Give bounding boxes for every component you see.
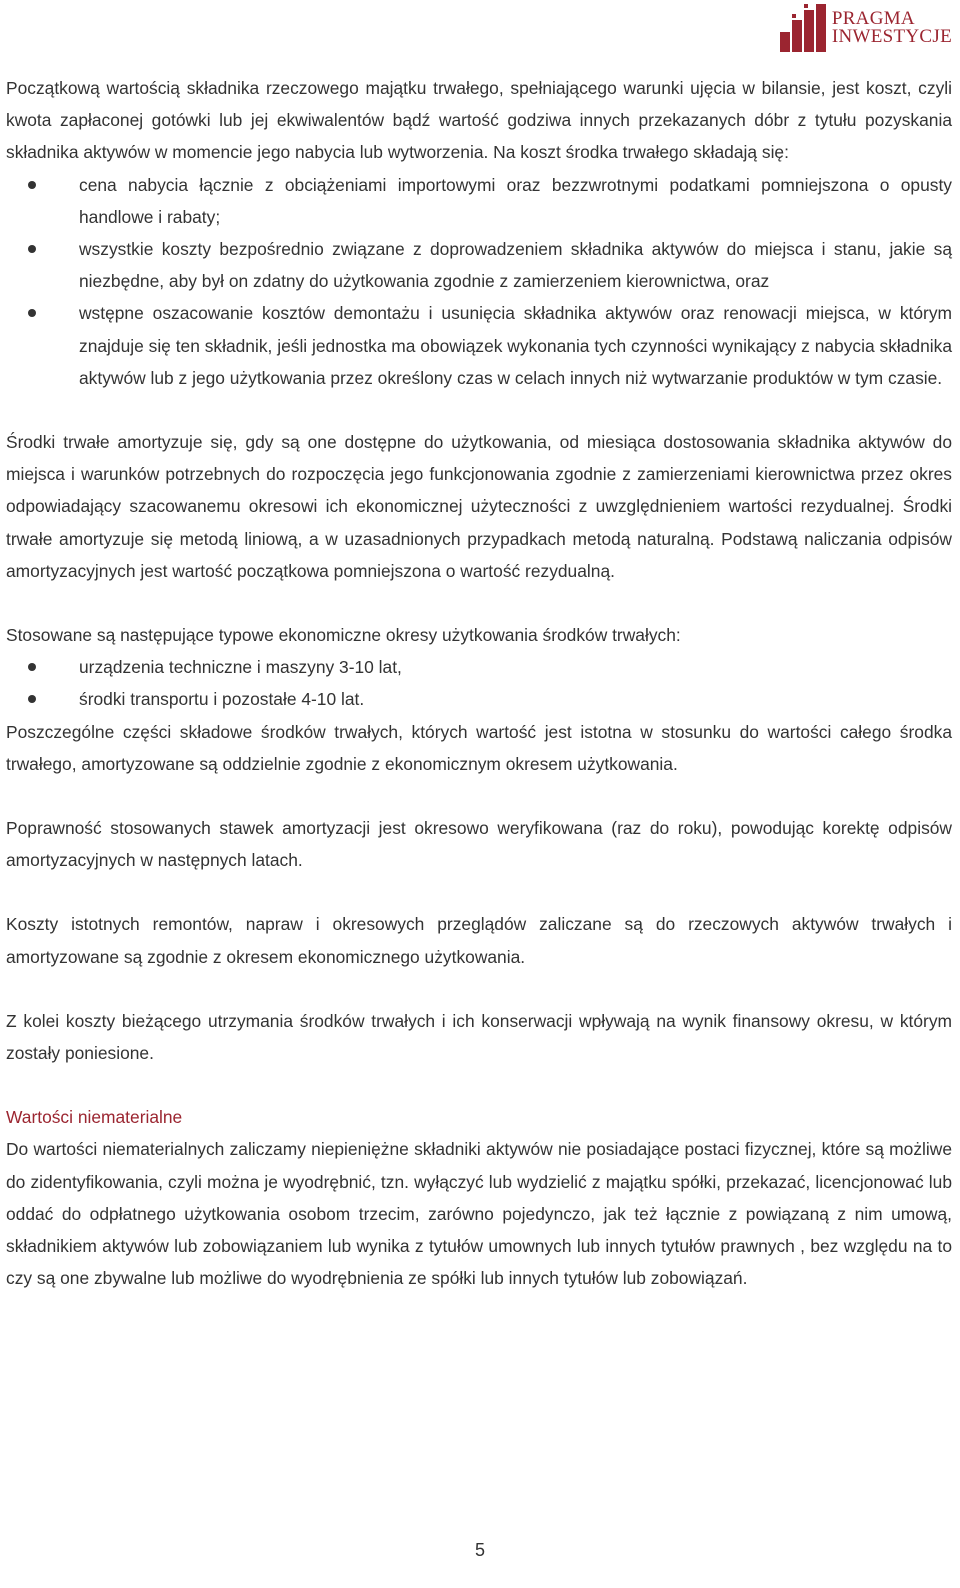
paragraph-intangibles: Do wartości niematerialnych zaliczamy niepieniężne składniki aktywów nie posiadające postaci fizycznej, które są możliwe do zidentyfikowania, czyli można je wyodrębnić, tzn. wyłączyć lub wydzielić z majątku spółki, przekazać, licencjonować lub oddać do odpłatnego użytkowania osobom trzecim, zarówno pojedynczo, jak też łącznie z powiązaną z nim umową, składnikiem aktywów lub zobowiązaniem lub wynika z tytułów umownych lub innych tytułów prawnych , bez względu na to czy są one zbywalne lub możliwe do wyodrębnienia ze spółki lub innych tytułów lub zobowiązań. [6, 1139, 952, 1289]
bullet-icon [28, 245, 36, 253]
document-body [6, 72, 952, 1295]
list-item: środki transportu i pozostałe 4-10 lat. [6, 683, 952, 715]
bullet-icon [28, 695, 36, 703]
company-logo [780, 4, 952, 52]
paragraph-depreciation: Środki trwałe amortyzuje się, gdy są one dostępne do użytkowania, od miesiąca dostosowania składnika aktywów do miejsca i warunków potrzebnych do rozpoczęcia jego funkcjonowania zgodnie z zamierzeniami kierownictwa przez okres odpowiadający szacowanemu okresowi ich ekonomicznej użyteczności z uwzględnieniem wartości rezydualnej. Środki trwałe amortyzuje się metodą liniową, a w uzasadnionych przypadkach metodą naturalną. Podstawą naliczania odpisów amortyzacyjnych jest wartość początkowa pomniejszona o wartość rezydualną. [6, 432, 952, 581]
bullet-icon [28, 663, 36, 671]
logo-line-2: INWESTYCJE [831, 26, 952, 47]
list-item: cena nabycia łącznie z obciążeniami importowymi oraz bezzwrotnymi podatkami pomniejszona o opusty handlowe i rabaty; [6, 169, 952, 233]
paragraph-rates-review: Poprawność stosowanych stawek amortyzacji jest okresowo weryfikowana (raz do roku), powodując korektę odpisów amortyzacyjnych w następnych latach. [6, 818, 952, 871]
section-heading: Wartości niematerialne [6, 1107, 183, 1128]
logo-line-1: PRAGMA [831, 8, 915, 29]
bullet-icon [28, 309, 36, 317]
paragraph-useful-life-intro: Stosowane są następujące typowe ekonomiczne okresy użytkowania środków trwałych: [6, 625, 681, 646]
list-item: wstępne oszacowanie kosztów demontażu i usunięcia składnika aktywów oraz renowacji miejsca, w którym znajduje się ten składnik, jeśli jednostka ma obowiązek wykonania tych czynności wynikający z nabycia składnika aktywów lub z jego użytkowania przez określony czas w celach innych niż wytwarzanie produktów w tym czasie. [6, 297, 952, 394]
logo-mark-icon [780, 4, 826, 52]
list-item: wszystkie koszty bezpośrednio związane z doprowadzeniem składnika aktywów do miejsca i stanu, jakie są niezbędne, aby był on zdatny do użytkowania zgodnie z zamierzeniem kierownictwa, oraz [6, 233, 952, 297]
paragraph-initial-value: Początkową wartością składnika rzeczowego majątku trwałego, spełniającego warunki ujęcia w bilansie, jest koszt, czyli kwota zapłaconej gotówki lub jej ekwiwalentów bądź wartość godziwa innych przekazanych dóbr z tytułu pozyskania składnika aktywów w momencie jego nabycia lub wytworzenia. Na koszt środka trwałego składają się: [6, 78, 952, 163]
page-number: 5 [474, 1540, 485, 1560]
bullet-icon [28, 181, 36, 189]
paragraph-repairs: Koszty istotnych remontów, napraw i okresowych przeglądów zaliczane są do rzeczowych aktywów trwałych i amortyzowane są zgodnie z okresem ekonomicznego użytkowania. [6, 914, 952, 967]
paragraph-maintenance: Z kolei koszty bieżącego utrzymania środków trwałych i ich konserwacji wpływają na wynik finansowy okresu, w którym zostały poniesione. [6, 1010, 952, 1064]
list-item: urządzenia techniczne i maszyny 3-10 lat, [6, 651, 952, 683]
paragraph-components: Poszczególne części składowe środków trwałych, których wartość jest istotna w stosunku do wartości całego środka trwałego, amortyzowane są oddzielnie zgodnie z ekonomicznym okresem użytkowania. [6, 721, 952, 774]
useful-life-list [6, 651, 952, 715]
cost-components-list [6, 169, 952, 394]
logo-wordmark [832, 10, 952, 46]
